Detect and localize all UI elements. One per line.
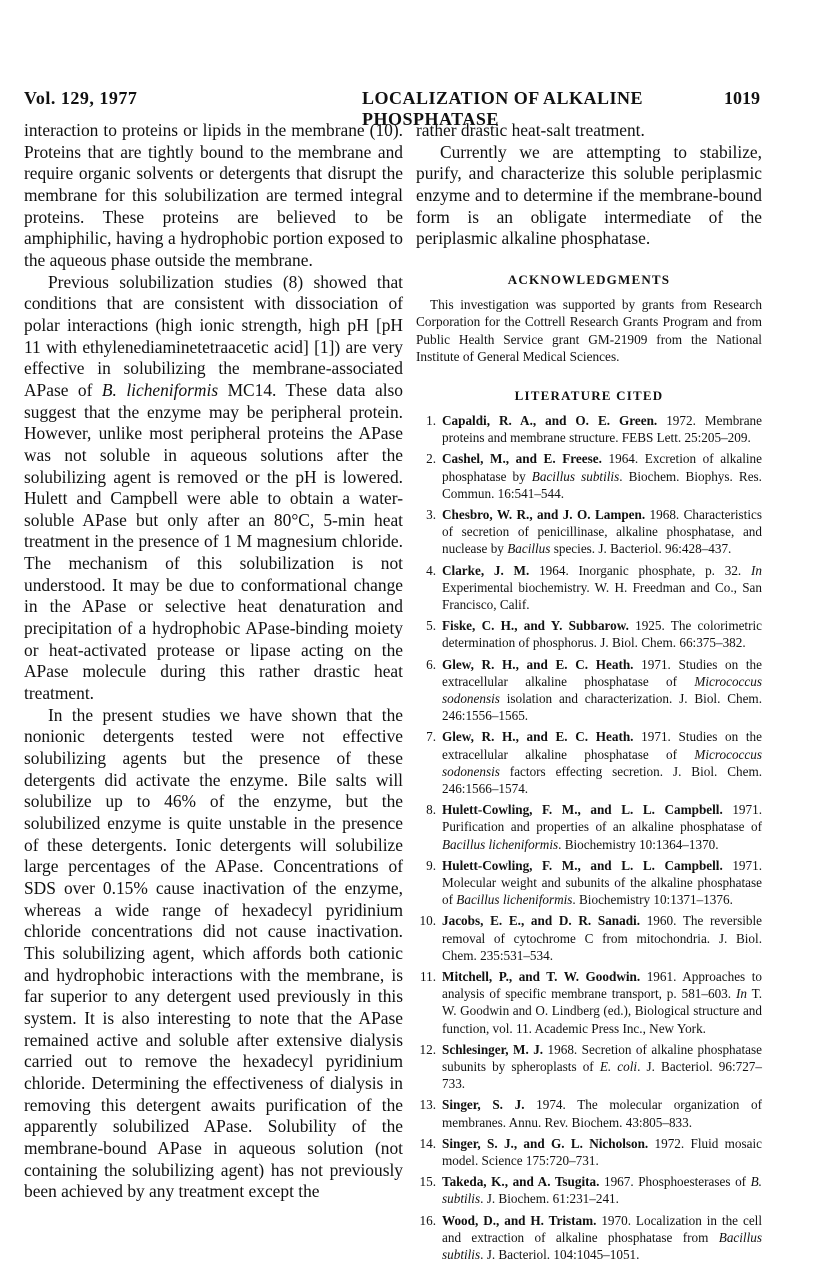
paragraph-continued: interaction to proteins or lipids in the membrane (10). Proteins that are tightly bound to the membrane and require organic solvents or detergents that disrupt the membrane for this solubilization are termed integral proteins. These proteins are believed to be amphiphilic, having a hydrophobic portion exposed to the aqueous phase outside the membrane.: [24, 120, 403, 270]
reference-authors: Mitchell, P., and T. W. Goodwin.: [442, 969, 641, 985]
reference-italic: B. subtilis: [442, 1174, 762, 1207]
reference-authors: Schlesinger, M. J.: [442, 1041, 544, 1057]
reference-number: 7.: [426, 729, 436, 745]
reference-text: . J. Bacteriol. 104:1045–1051.: [480, 1247, 640, 1263]
reference-body: [442, 1136, 762, 1168]
reference-item: [416, 412, 762, 446]
reference-italic: Micrococcus sodonensis: [442, 746, 762, 779]
reference-authors: Hulett-Cowling, F. M., and L. L. Campbell.: [442, 857, 723, 873]
reference-number: 3.: [426, 506, 436, 522]
reference-authors: Glew, R. H., and E. C. Heath.: [442, 729, 634, 745]
reference-number: 16.: [419, 1212, 436, 1228]
reference-body: [442, 618, 762, 650]
reference-text: . Biochem. Biophys. Res. Commun. 16:541–544.: [442, 468, 762, 501]
reference-authors: Capaldi, R. A., and O. E. Green.: [442, 412, 658, 428]
reference-body: [442, 1097, 762, 1129]
reference-italic: Bacillus licheniformis: [442, 836, 559, 852]
reference-authors: Clarke, J. M.: [442, 562, 530, 578]
right-column: [416, 120, 762, 1267]
reference-body: [442, 451, 762, 500]
reference-text: 1972. Membrane proteins and membrane structure. FEBS Lett. 25:205–209.: [442, 412, 762, 446]
reference-body: [442, 657, 762, 724]
reference-text: 1971. Studies on the extracellular alkaline phosphatase of: [442, 729, 762, 762]
reference-body: [442, 913, 762, 962]
reference-number: 8.: [426, 802, 436, 818]
reference-item: [416, 656, 762, 725]
reference-text: 1971. Studies on the extracellular alkaline phosphatase of: [442, 656, 762, 689]
reference-item: [416, 506, 762, 558]
reference-italic: Bacillus subtilis: [442, 1229, 762, 1263]
reference-text: 1970. Localization in the cell and extraction of alkaline phosphatase from: [442, 1212, 762, 1245]
reference-text: 1964. Excretion of alkaline phosphatase by: [442, 451, 762, 484]
reference-authors: Takeda, K., and A. Tsugita.: [442, 1174, 600, 1190]
reference-italic: Bacillus subtilis: [531, 468, 620, 484]
reference-number: 2.: [426, 451, 436, 467]
running-title: LOCALIZATION OF ALKALINE PHOSPHATASE: [362, 88, 644, 129]
reference-item: [416, 562, 762, 614]
reference-authors: Chesbro, W. R., and J. O. Lampen.: [442, 506, 646, 522]
reference-text: . J. Bacteriol. 96:727–733.: [442, 1059, 762, 1092]
reference-text: . J. Biochem. 61:231–241.: [480, 1191, 619, 1207]
reference-body: [442, 802, 762, 851]
reference-item: [416, 1135, 762, 1169]
reference-text: T. W. Goodwin and O. Lindberg (ed.), Biological structure and function, vol. 11. Academic Press Inc., New York.: [442, 986, 762, 1036]
reference-item: [416, 912, 762, 964]
reference-number: 15.: [419, 1174, 436, 1190]
reference-authors: Cashel, M., and E. Freese.: [442, 451, 602, 467]
reference-text: 1925. The colorimetric determination of phosphorus. J. Biol. Chem. 66:375–382.: [442, 618, 762, 651]
reference-body: [442, 1042, 762, 1091]
reference-item: [416, 728, 762, 797]
reference-text: . Biochemistry 10:1371–1376.: [572, 892, 733, 908]
reference-body: [442, 507, 762, 556]
reference-text: factors effecting secretion. J. Biol. Chem. 246:1566–1574.: [442, 763, 762, 796]
reference-authors: Glew, R. H., and E. C. Heath.: [442, 656, 634, 672]
reference-text: 1971. Molecular weight and subunits of the alkaline phosphatase of: [442, 857, 763, 908]
running-header: [24, 88, 760, 129]
reference-authors: Singer, S. J., and G. L. Nicholson.: [442, 1135, 649, 1151]
reference-body: [442, 969, 762, 1036]
reference-list: [416, 412, 762, 1263]
reference-body: [442, 1213, 762, 1262]
reference-item: [416, 801, 762, 853]
reference-italic: Micrococcus sodonensis: [442, 673, 762, 706]
reference-authors: Fiske, C. H., and Y. Subbarow.: [442, 618, 629, 634]
reference-authors: Hulett-Cowling, F. M., and L. L. Campbell.: [442, 802, 723, 818]
paragraph-continued: rather drastic heat-salt treatment.: [416, 120, 645, 140]
reference-number: 10.: [419, 913, 436, 929]
reference-italic: Bacillus: [507, 541, 551, 557]
reference-text: 1961. Approaches to analysis of specific membrane transport, p. 581–603.: [442, 969, 763, 1002]
reference-number: 4.: [426, 562, 436, 578]
reference-item: [416, 1096, 762, 1130]
reference-text: species. J. Bacteriol. 96:428–437.: [550, 541, 732, 557]
paragraph-text: MC14. These data also suggest that the enzyme may be peripheral protein. However, unlike most peripheral proteins the APase was not soluble in aqueous solutions after the solubilizing agent is removed or the pH is lowered. Hulett and Campbell were able to obtain a water-soluble APase but only after an 80°C, 5-min heat treatment in the presence of 1 M magnesium chloride. The mechanism of this solubilization is not understood. It may be due to conformational change in the APase or selective heat denaturation and precipitation of a hydrophobic APase-binding moiety or heat-activated protease or lipase acting on the APase molecule during this rather drastic heat treatment.: [24, 379, 403, 704]
species-name: B. licheniformis: [101, 379, 219, 400]
reference-item: [416, 617, 762, 651]
reference-item: [416, 1041, 762, 1093]
reference-italic: In: [751, 562, 762, 578]
left-column: [24, 120, 403, 1203]
page-number: 1019: [724, 88, 760, 108]
reference-number: 13.: [419, 1097, 436, 1113]
reference-body: [442, 413, 762, 445]
reference-item: [416, 1173, 762, 1207]
reference-body: [442, 858, 762, 907]
reference-body: [442, 563, 762, 612]
paragraph-text: Previous solubilization studies (8) showed that conditions that are consistent with dissociation of polar interactions (high ionic strength, high pH [pH 11 with ethylenediaminetetraacetic acid] [1]) are very effective in solubilizing the membrane-associated APase of: [24, 271, 403, 400]
volume-label: Vol. 129, 1977: [24, 88, 138, 108]
reference-text: 1971. Purification and properties of an alkaline phosphatase of: [442, 802, 763, 835]
reference-text: 1960. The reversible removal of cytochrome C from mitochondria. J. Biol. Chem. 235:531–534.: [442, 913, 762, 963]
reference-body: [442, 1174, 762, 1206]
paragraph-present-studies: In the present studies we have shown that the nonionic detergents tested were not effective solubilizing agents but the presence of these detergents did activate the enzyme. Bile salts will solubilize up to 46% of the enzyme, but the solubilized enzyme is quite unstable in the presence of these detergents. Ionic detergents will solubilize large percentages of the APase. Concentrations of SDS over 0.15% cause inactivation of the enzyme, whereas a wide range of hexadecyl pyridinium chloride concentrations did not cause inactivation. This solubilizing agent, which affords both cationic and hydrophobic interactions with the membrane, is far superior to any detergent used previously in this system. It is also interesting to note that the APase remained active and soluble after extensive dialysis carried out to remove the hexadecyl pyridinium chloride. Determining the effectiveness of dialysis in removing this detergent awaits purification of the apparently solubilized APase. Solubility of the membrane-bound APase in aqueous solution (not containing the solubilizing agent) has not previously been achieved by any treatment except the: [24, 704, 403, 1202]
acknowledgments-text: This investigation was supported by grants from Research Corporation for the Cottrell Research Grants Program and from Public Health Service grant GM-21909 from the National Institute of General Medical Sciences.: [416, 296, 762, 365]
paragraph-solubilization: [24, 272, 403, 705]
reference-text: 1964. Inorganic phosphate, p. 32.: [529, 562, 751, 578]
reference-number: 6.: [426, 656, 436, 672]
reference-italic: Bacillus licheniformis: [456, 892, 573, 908]
reference-text: 1972. Fluid mosaic model. Science 175:720–731.: [442, 1135, 762, 1169]
reference-item: [416, 857, 762, 909]
reference-number: 11.: [420, 969, 436, 985]
reference-text: . Biochemistry 10:1364–1370.: [558, 836, 719, 852]
reference-italic: In: [735, 986, 747, 1002]
reference-text: 1967. Phosphoesterases of: [599, 1174, 751, 1190]
reference-number: 12.: [419, 1041, 436, 1057]
reference-number: 1.: [426, 412, 436, 428]
reference-italic: E. coli: [599, 1059, 638, 1075]
reference-text: 1968. Characteristics of secretion of penicillinase, alkaline phosphatase, and nuclease by: [442, 506, 762, 557]
reference-authors: Wood, D., and H. Tristam.: [442, 1212, 597, 1228]
reference-item: [416, 450, 762, 502]
reference-number: 5.: [426, 618, 436, 634]
reference-text: isolation and characterization. J. Biol. Chem. 246:1556–1565.: [442, 690, 762, 724]
reference-number: 14.: [419, 1135, 436, 1151]
reference-text: Experimental biochemistry. W. H. Freedman and Co., San Francisco, Calif.: [442, 579, 762, 612]
acknowledgments-heading: ACKNOWLEDGMENTS: [507, 271, 671, 287]
reference-authors: Singer, S. J.: [442, 1097, 525, 1113]
reference-body: [442, 729, 762, 796]
reference-authors: Jacobs, E. E., and D. R. Sanadi.: [442, 913, 641, 929]
paragraph-conclusion: Currently we are attempting to stabilize, purify, and characterize this soluble periplasmic enzyme and to determine if the membrane-bound form is an obligate intermediate of the periplasmic alkaline phosphatase.: [416, 141, 762, 249]
reference-number: 9.: [426, 857, 436, 873]
literature-heading: LITERATURE CITED: [514, 387, 664, 403]
reference-item: [416, 1212, 762, 1264]
reference-text: 1974. The molecular organization of membranes. Annu. Rev. Biochem. 43:805–833.: [442, 1097, 762, 1130]
reference-text: 1968. Secretion of alkaline phosphatase subunits by spheroplasts of: [442, 1041, 762, 1075]
reference-item: [416, 968, 762, 1037]
